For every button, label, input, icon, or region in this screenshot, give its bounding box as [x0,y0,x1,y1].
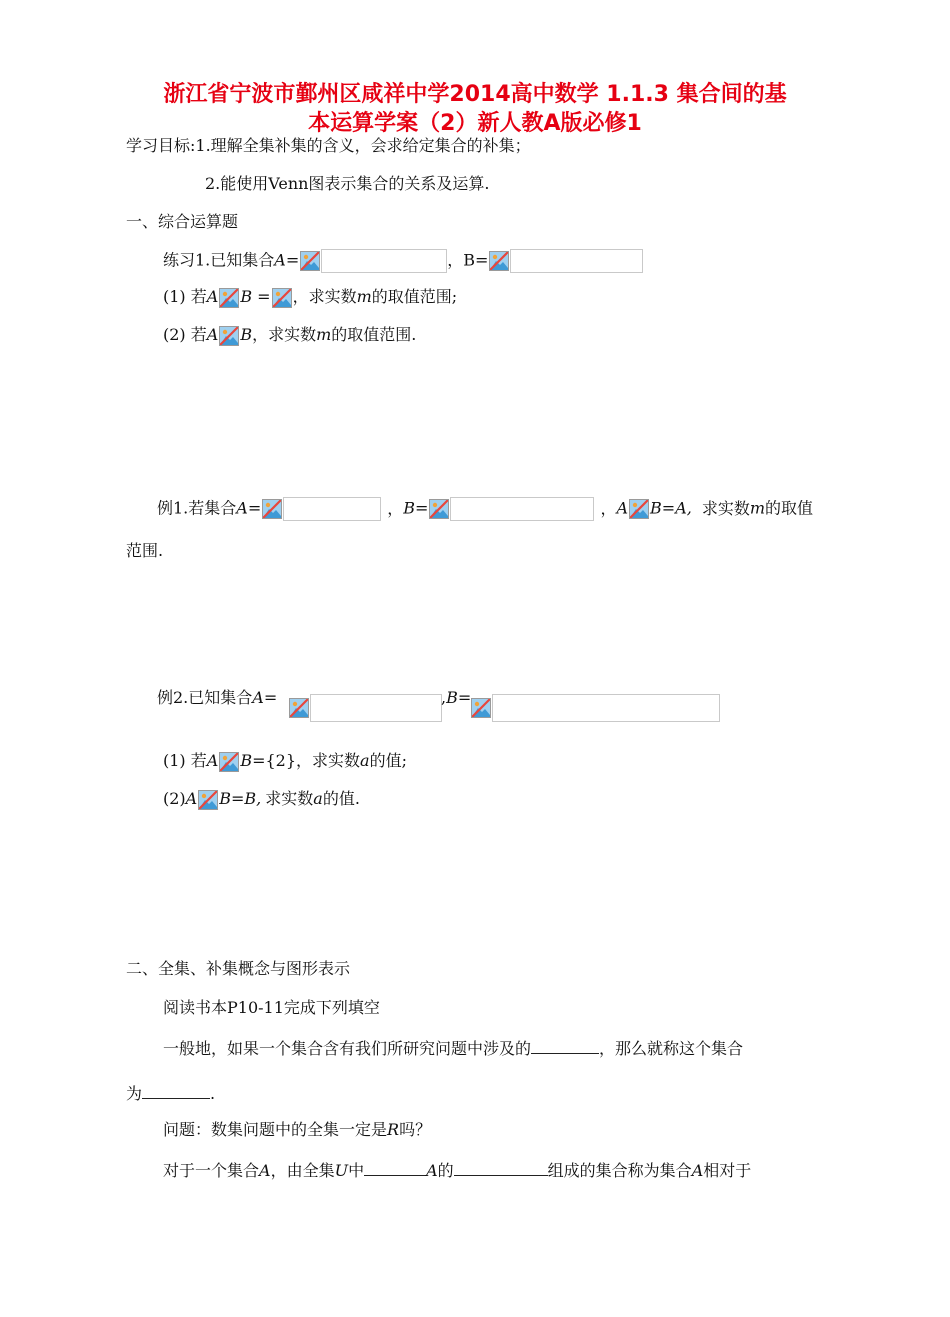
set-a-symbol: A [259,1161,271,1180]
variable-m: m [356,287,372,306]
comma: ， [387,498,404,518]
example-1-label: 例1.若集合 [157,498,237,518]
equals-sign: = [247,498,262,518]
definition-paragraph-1 [163,1037,743,1059]
q2-end: 的值. [322,789,360,808]
exercise-1-statement [163,249,643,273]
learning-objective-2: 2.能使用Venn图表示集合的关系及运算. [205,174,490,193]
example-1-statement [157,497,813,521]
q2-prefix: (2) [163,789,186,808]
paragraph-1-end: ，那么就称这个集合 [599,1039,744,1058]
equals-sign: = [285,250,300,270]
paragraph-2-tail: 相对于 [703,1161,752,1180]
fill-blank[interactable] [454,1159,548,1176]
variable-a: a [360,751,370,770]
set-r-symbol: R [387,1120,400,1139]
exercise-1-question-1 [163,287,457,308]
q1-prefix: (1) 若 [163,751,207,770]
question-text: 问题：数集问题中的全集一定是 [163,1120,388,1139]
set-b-symbol: B [446,688,458,707]
broken-image-icon [629,499,649,519]
complement-definition [163,1159,751,1181]
broken-image-icon [471,698,491,718]
q1-value: ={2}，求实数 [252,751,361,770]
q2-mid: 求实数 [265,789,314,808]
broken-image-icon [198,790,218,810]
question-end: 吗？ [399,1120,432,1139]
separator-b: ，B= [447,250,489,270]
broken-image-icon [289,698,309,718]
set-a-symbol: A [185,789,198,808]
section-2-heading: 二、全集、补集概念与图形表示 [126,959,351,978]
broken-image-icon [219,752,239,772]
variable-m: m [749,498,766,518]
set-b-symbol: B [403,498,416,518]
example-2-question-2 [163,789,360,810]
paragraph-2-mid: 的 [437,1161,454,1180]
set-a-symbol: A [206,751,219,770]
set-a-symbol: A [206,325,219,344]
paragraph-1-cont: 为 [126,1084,143,1103]
q1-end: 的值; [369,751,407,770]
set-a-symbol: A [206,287,219,306]
exercise-1-question-2 [163,325,416,346]
set-a-symbol: A [236,498,248,518]
formula-image-b [450,497,594,521]
set-a-symbol: A [691,1161,704,1180]
paragraph-2-mid: ，由全集 [270,1161,335,1180]
broken-image-icon [262,499,282,519]
paragraph-2-end: 组成的集合称为集合 [547,1161,692,1180]
broken-image-icon [489,251,509,271]
paragraph-1-start: 一般地，如果一个集合含有我们所研究问题中涉及的 [163,1039,532,1058]
example-2-formula-a [288,694,442,722]
broken-image-icon [272,288,292,308]
fill-blank[interactable] [142,1082,210,1099]
q2-end: 的取值范围. [331,325,417,344]
broken-image-icon [429,499,449,519]
example-1-continuation: 范围. [126,541,164,560]
set-b-symbol: B [240,287,253,306]
example-2-question-1 [163,751,407,772]
definition-paragraph-1-continuation [126,1082,215,1104]
example-2-formula-b [470,694,720,722]
equals-sign: = [252,287,271,306]
broken-image-icon [219,288,239,308]
fill-blank[interactable] [364,1159,426,1176]
q1-prefix: (1) 若 [163,287,207,306]
reading-instruction: 阅读书本P10-11完成下列填空 [163,998,380,1017]
paragraph-2-mid: 中 [348,1161,365,1180]
example-2-statement [157,688,277,708]
equals-sign: = [263,688,278,707]
example-1-tail-2: 的取值 [765,498,814,518]
learning-objective-1: 学习目标:1.理解全集补集的含义，会求给定集合的补集； [126,136,531,155]
set-b-symbol: B [240,751,253,770]
document-title-line-2: 本运算学案（2）新人教A版必修1 [308,111,642,136]
question-universal-set [163,1120,431,1140]
equals-b: =B, [231,789,262,808]
q2-suffix: ，求实数 [252,325,317,344]
equals-sign: = [457,688,472,707]
document-title-line-1: 浙江省宁波市鄞州区咸祥中学2014高中数学 1.1.3 集合间的基 [163,82,787,107]
formula-image-a [310,694,442,722]
set-a-symbol: A [274,250,286,270]
variable-a: a [313,789,323,808]
exercise-1-label: 练习1.已知集合 [163,250,275,270]
set-b-symbol: B [240,325,253,344]
set-a-symbol: A [426,1161,438,1180]
q2-prefix: (2) 若 [163,325,207,344]
paragraph-2-start: 对于一个集合 [163,1161,260,1180]
set-u-symbol: U [334,1161,349,1180]
equals-a: =A, [661,498,692,518]
comma: , [441,688,447,707]
equals-sign: = [415,498,429,518]
variable-m: m [316,325,332,344]
q1-suffix: ，求实数 [292,287,357,306]
formula-image-b [492,694,720,722]
example-2-b-label [441,688,471,708]
broken-image-icon [219,326,239,346]
set-b-symbol: B [650,498,662,518]
formula-image-a [321,249,447,273]
formula-image-b [510,249,643,273]
example-1-tail: 求实数 [701,498,750,518]
period: . [210,1084,216,1103]
formula-image-a [283,497,381,521]
section-1-heading: 一、综合运算题 [126,212,239,231]
set-a-symbol: A [252,688,264,707]
set-b-symbol: B [219,789,231,808]
broken-image-icon [300,251,320,271]
example-2-label: 例2.已知集合 [157,688,253,707]
set-a-symbol: A [616,498,629,518]
fill-blank[interactable] [531,1037,599,1054]
comma: ， [600,498,617,518]
q1-end: 的取值范围; [371,287,458,306]
